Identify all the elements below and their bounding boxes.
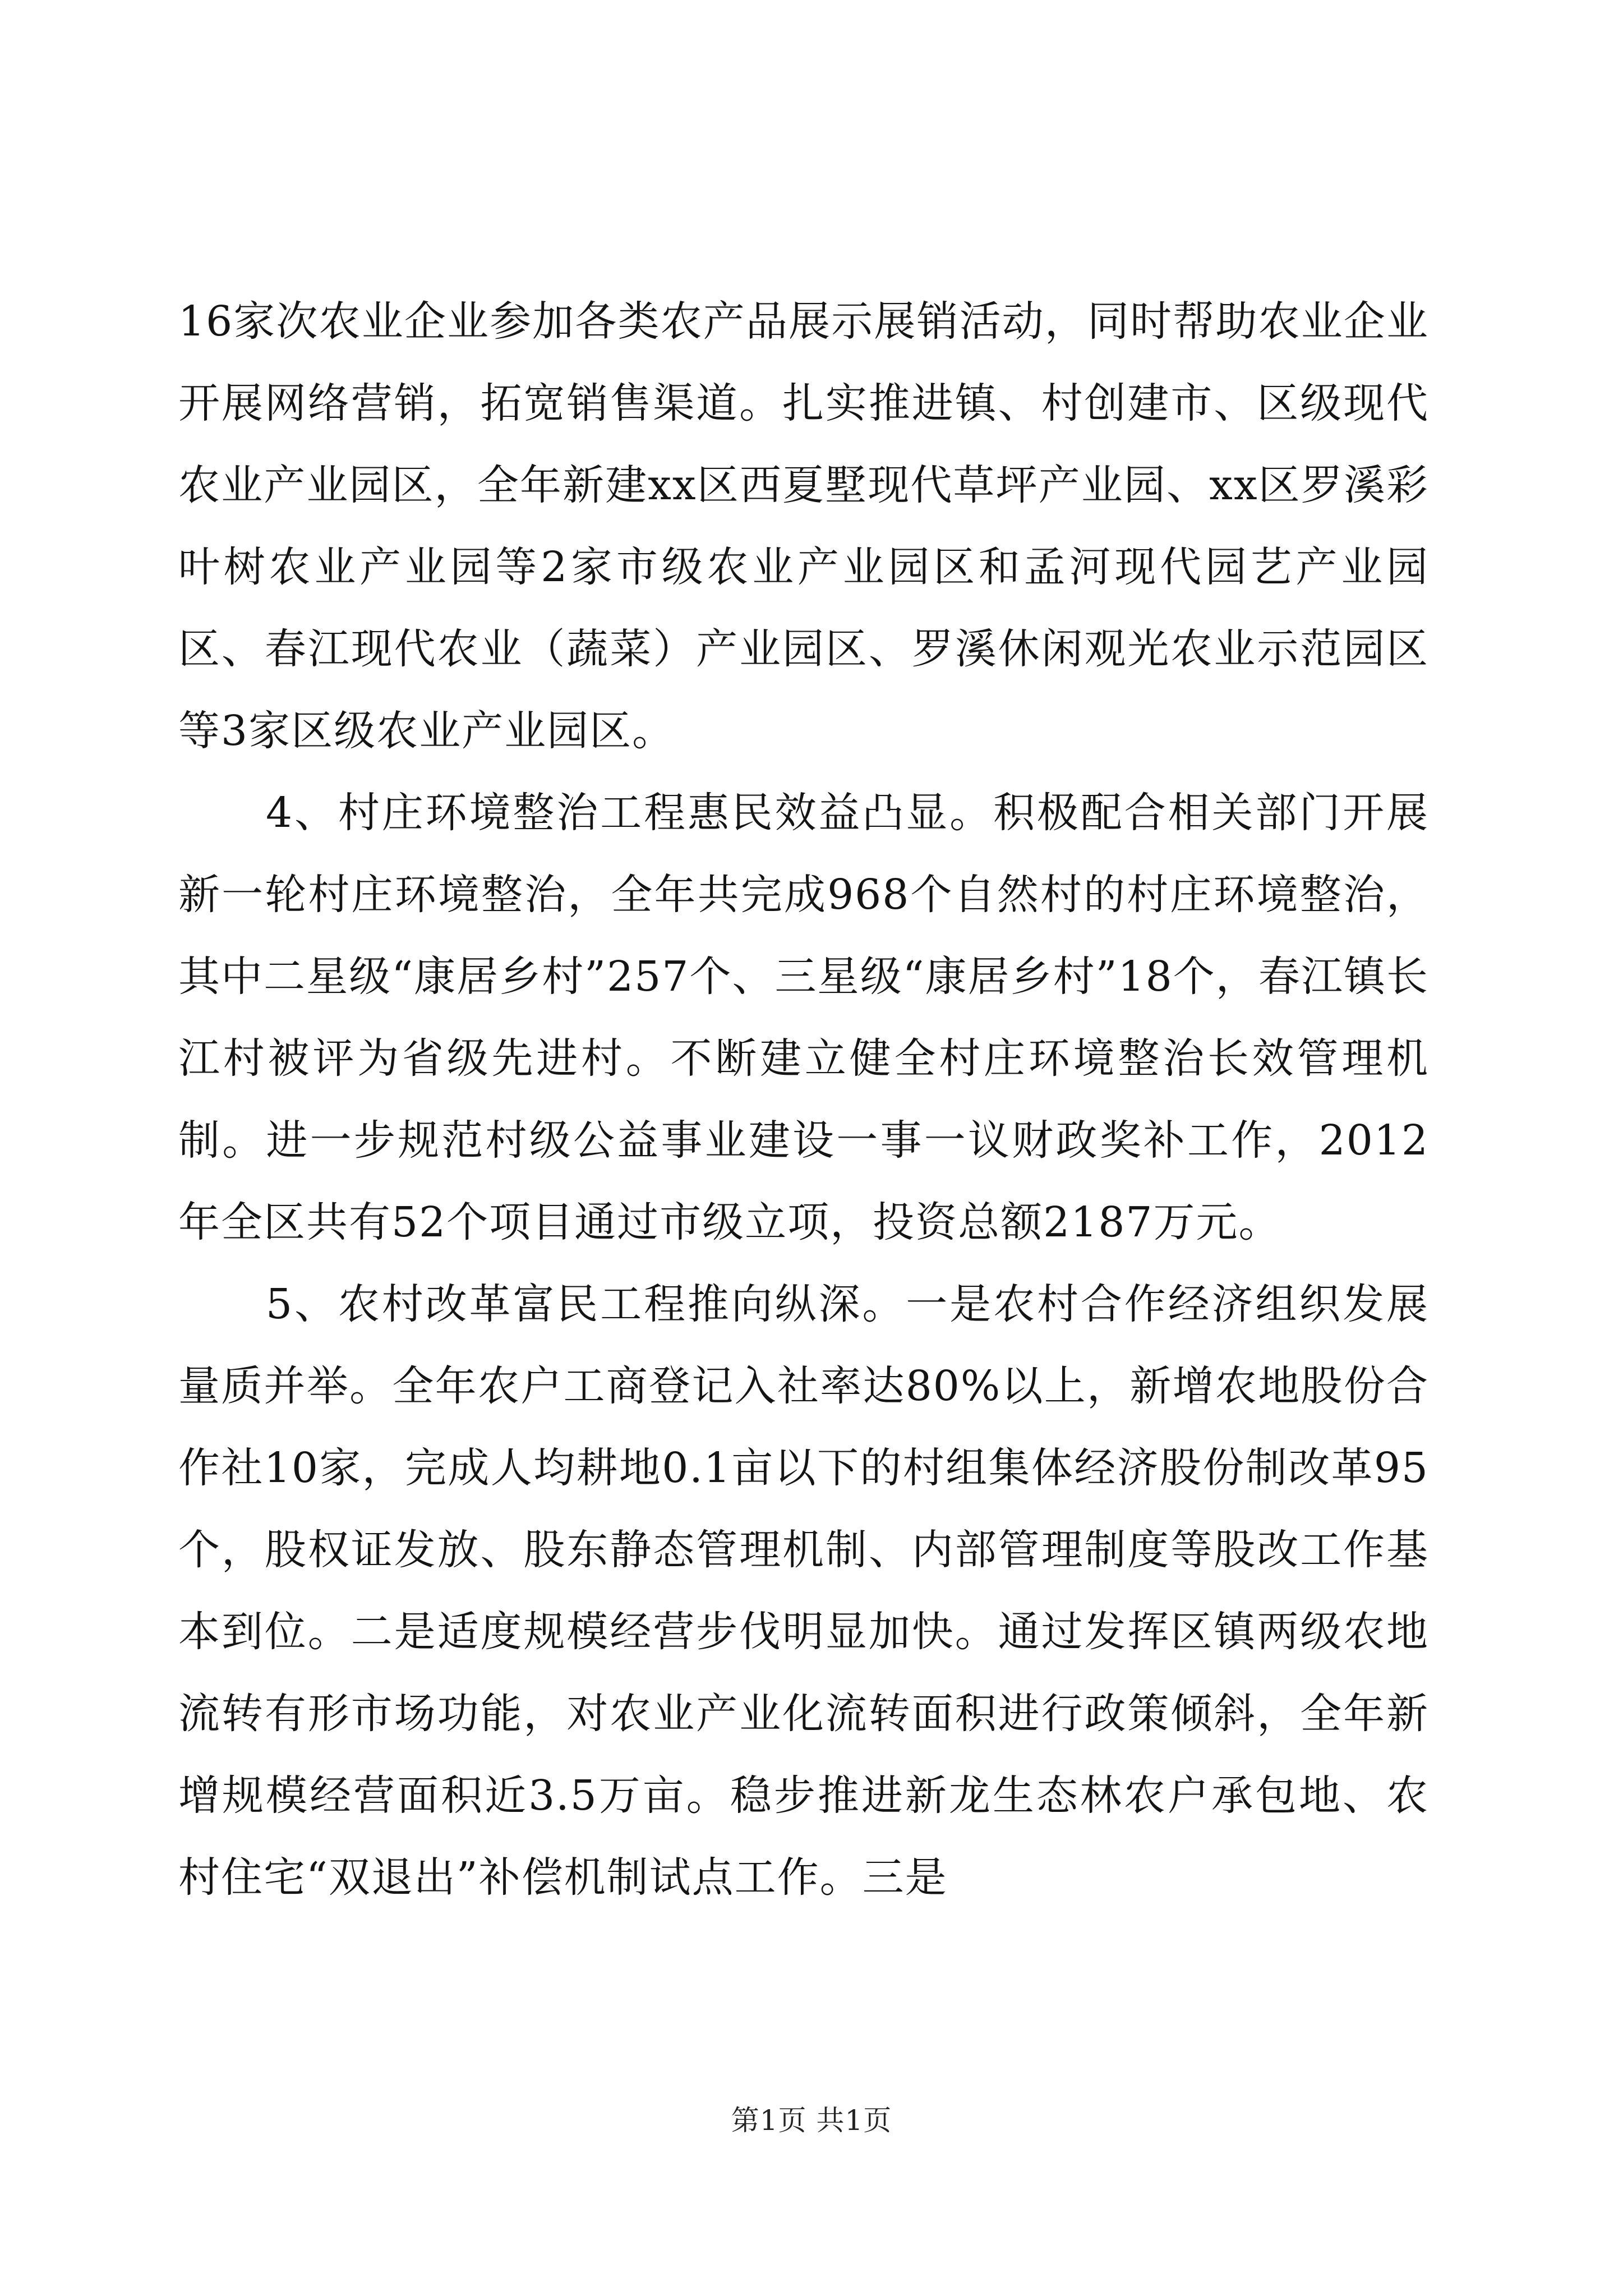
page-footer: 第1页 共1页	[731, 2104, 892, 2137]
document-body	[178, 280, 1429, 1918]
paragraph-village-environment: 4、村庄环境整治工程惠民效益凸显。积极配合相关部门开展新一轮村庄环境整治，全年共完成968个自然村的村庄环境整治，其中二星级“康居乡村”257个、三星级“康居乡村”18个，春江镇长江村被评为省级先进村。不断建立健全村庄环境整治长效管理机制。进一步规范村级公益事业建设一事一议财政奖补工作，2012年全区共有52个项目通过市级立项，投资总额2187万元。	[178, 789, 1429, 1246]
paragraph-continuation: 16家次农业企业参加各类农产品展示展销活动，同时帮助农业企业开展网络营销，拓宽销售渠道。扎实推进镇、村创建市、区级现代农业产业园区，全年新建xx区西夏墅现代草坪产业园、xx区罗溪彩叶树农业产业园等2家市级农业产业园区和孟河现代园艺产业园区、春江现代农业（蔬菜）产业园区、罗溪休闲观光农业示范园区等3家区级农业产业园区。	[178, 297, 1429, 755]
paragraph-rural-reform: 5、农村改革富民工程推向纵深。一是农村合作经济组织发展量质并举。全年农户工商登记入社率达80%以上，新增农地股份合作社10家，完成人均耕地0.1亩以下的村组集体经济股份制改革95个，股权证发放、股东静态管理机制、内部管理制度等股改工作基本到位。二是适度规模经营步伐明显加快。通过发挥区镇两级农地流转有形市场功能，对农业产业化流转面积进行政策倾斜，全年新增规模经营面积近3.5万亩。稳步推进新龙生态林农户承包地、农村住宅“双退出”补偿机制试点工作。三是	[178, 1280, 1429, 1902]
